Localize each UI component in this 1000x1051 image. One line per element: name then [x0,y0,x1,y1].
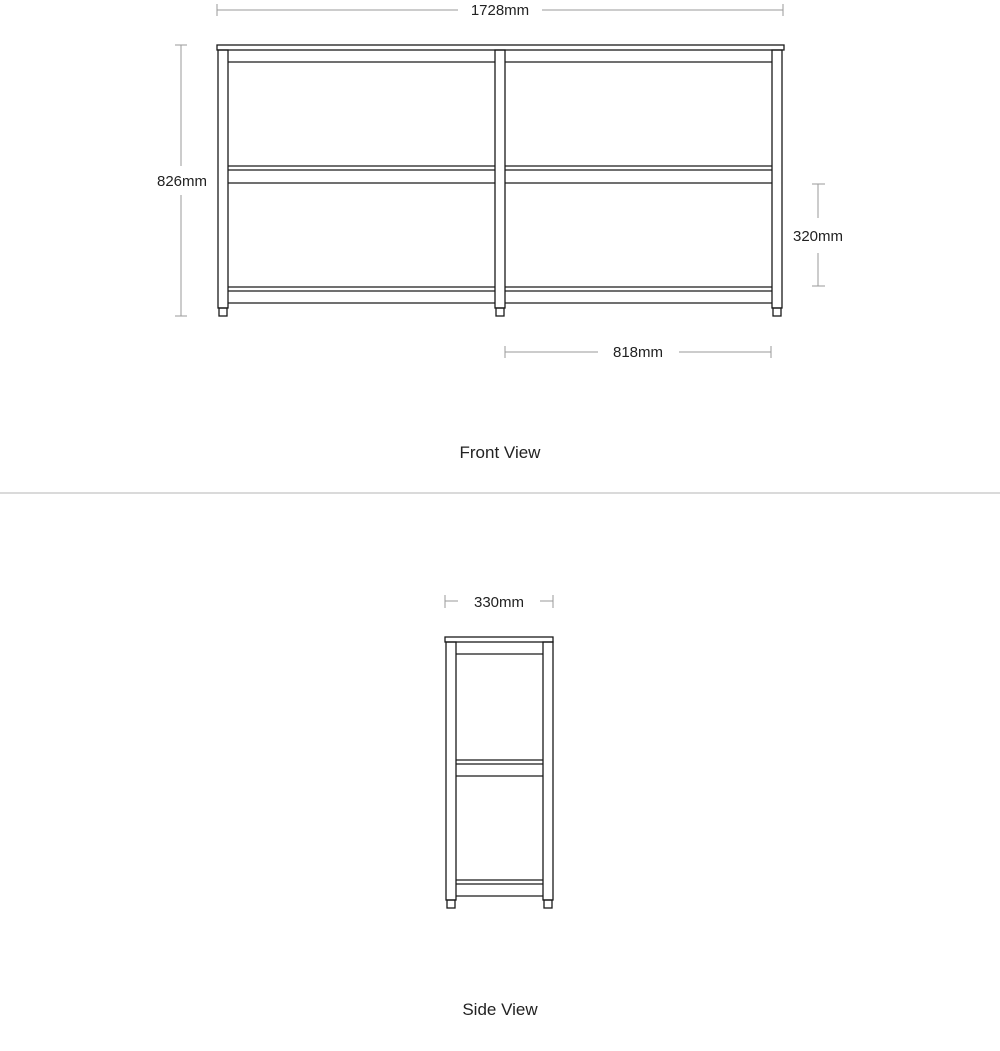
side-top-board [445,637,553,642]
side-foot-back [544,900,552,908]
front-bay-width-label: 818mm [612,344,664,361]
side-view [445,637,553,908]
front-post-right [772,50,782,308]
front-top-board [217,45,784,50]
front-foot-right [773,308,781,316]
side-view-caption: Side View [462,1000,538,1019]
side-post-back [543,642,553,900]
front-shelf-gap-label: 320mm [792,228,844,245]
side-foot-front [447,900,455,908]
side-post-front [446,642,456,900]
front-post-middle [495,50,505,308]
front-width-label: 1728mm [470,2,530,19]
front-view [217,45,784,316]
front-view-caption: Front View [459,443,541,462]
side-depth-label: 330mm [473,594,525,611]
front-foot-middle [496,308,504,316]
front-height-label: 826mm [156,173,208,190]
front-post-left [218,50,228,308]
front-foot-left [219,308,227,316]
front-dimension-lines [175,4,825,358]
